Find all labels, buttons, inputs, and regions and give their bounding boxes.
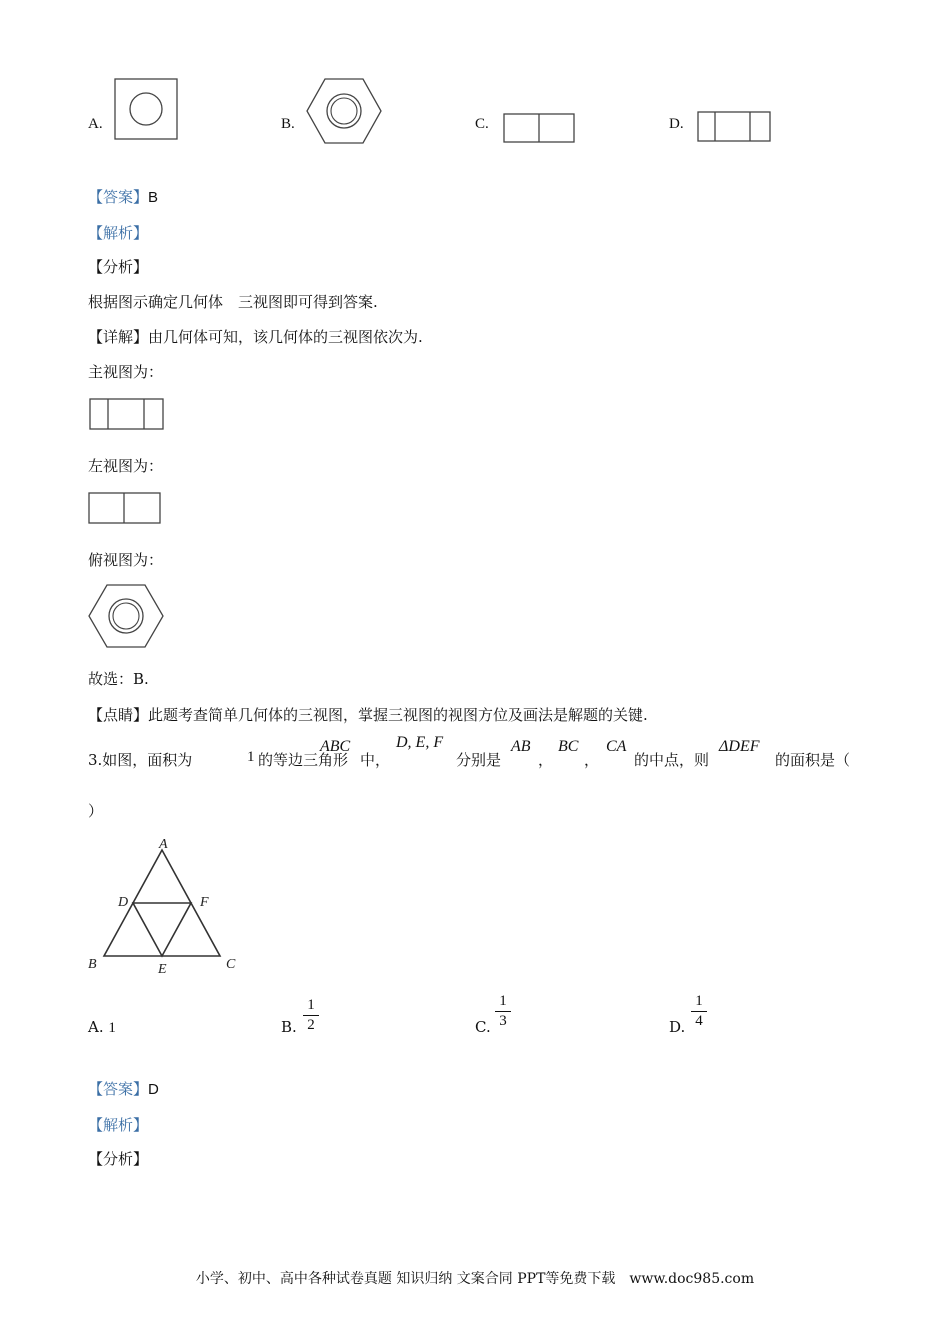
label-c: C — [226, 957, 236, 972]
numerator: 1 — [695, 993, 703, 1009]
q2-fenxi-tag: 【分析】 — [88, 258, 149, 276]
hexagon-circle-icon — [306, 78, 382, 144]
denominator: 2 — [307, 1017, 315, 1033]
square-circle-icon — [114, 78, 178, 140]
q3-comma-1: ， — [538, 751, 554, 769]
q3-option-a — [88, 1018, 116, 1037]
q3-stem-prefix: 3.如图，面积为 — [88, 751, 193, 769]
q3-option-b-fraction — [303, 997, 319, 1034]
q3-option-a-value: 1 — [108, 1020, 116, 1036]
top-view-label: 俯视图为： — [88, 551, 164, 569]
triangle-figure — [84, 834, 248, 978]
q2-option-b-label: B. — [281, 116, 295, 132]
three-rect-icon — [697, 111, 771, 142]
q2-option-a-label: A. — [88, 116, 103, 132]
comment-tag: 【点睛】 — [88, 706, 149, 724]
answer-value: D — [148, 1081, 159, 1098]
q3-answer-line — [88, 1078, 159, 1099]
q3-stem-f: 的面积是（ — [775, 751, 851, 769]
top-view-figure — [88, 584, 164, 648]
q3-option-a-label: A. — [88, 1018, 104, 1036]
q3-analysis-tag: 【解析】 — [88, 1116, 149, 1134]
q3-stem-e: 的中点，则 — [634, 751, 710, 769]
q3-ab: AB — [511, 738, 531, 755]
q3-tri-def: ΔDEF — [719, 738, 760, 755]
label-f: F — [200, 895, 209, 910]
left-view-label: 左视图为： — [88, 457, 164, 475]
q3-option-d-label: D. — [669, 1018, 686, 1036]
comment-text: 此题考查简单几何体的三视图，掌握三视图的视图方位及画法是解题的关键. — [148, 706, 648, 724]
q3-bc: BC — [558, 738, 579, 755]
q2-option-d-label: D. — [669, 116, 684, 132]
answer-value: B — [148, 189, 159, 206]
q2-conclusion: 故选：B. — [88, 670, 149, 688]
front-view-figure — [89, 398, 164, 430]
label-b: B — [88, 957, 97, 972]
two-rect-icon — [503, 113, 575, 143]
denominator: 4 — [695, 1013, 703, 1029]
left-view-figure — [88, 492, 161, 524]
q3-def-list: D, E, F — [396, 734, 444, 751]
numerator: 1 — [307, 997, 315, 1013]
q3-option-b-label: B. — [281, 1018, 297, 1036]
q2-fenxi-text: 根据图示确定几何体 三视图即可得到答案. — [88, 293, 378, 311]
numerator: 1 — [499, 993, 507, 1009]
denominator: 3 — [499, 1013, 507, 1029]
detail-tag: 【详解】 — [88, 328, 149, 346]
q3-close-paren: ） — [88, 802, 104, 820]
detail-text: 由几何体可知，该几何体的三视图依次为. — [148, 328, 423, 346]
answer-tag: 【答案】 — [88, 188, 149, 206]
q3-stem-d: 分别是 — [456, 751, 502, 769]
front-view-label: 主视图为： — [88, 363, 164, 381]
answer-tag: 【答案】 — [88, 1080, 149, 1098]
q3-ca: CA — [606, 738, 627, 755]
q3-stem-c: 中， — [360, 751, 391, 769]
q3-comma-2: ， — [584, 751, 600, 769]
q3-stem-b: 的等边三角形 — [258, 751, 349, 769]
q3-fenxi-tag: 【分析】 — [88, 1150, 149, 1168]
q2-detail-line — [88, 326, 423, 347]
q3-option-c-label: C. — [475, 1018, 491, 1036]
q2-comment-line — [88, 704, 648, 725]
label-e: E — [158, 962, 167, 977]
q3-option-d-fraction — [691, 993, 707, 1030]
q2-answer-line — [88, 186, 158, 207]
q3-abc: ABC — [320, 738, 351, 755]
label-a: A — [159, 837, 168, 852]
label-d: D — [118, 895, 129, 910]
q3-one: 1 — [247, 749, 255, 765]
q3-option-c-fraction — [495, 993, 511, 1030]
page-footer: 小学、初中、高中各种试卷真题 知识归纳 文案合同 PPT等免费下载 www.doc985.com — [195, 1271, 755, 1287]
q2-option-c-label: C. — [475, 116, 489, 132]
q2-analysis-tag: 【解析】 — [88, 224, 149, 242]
